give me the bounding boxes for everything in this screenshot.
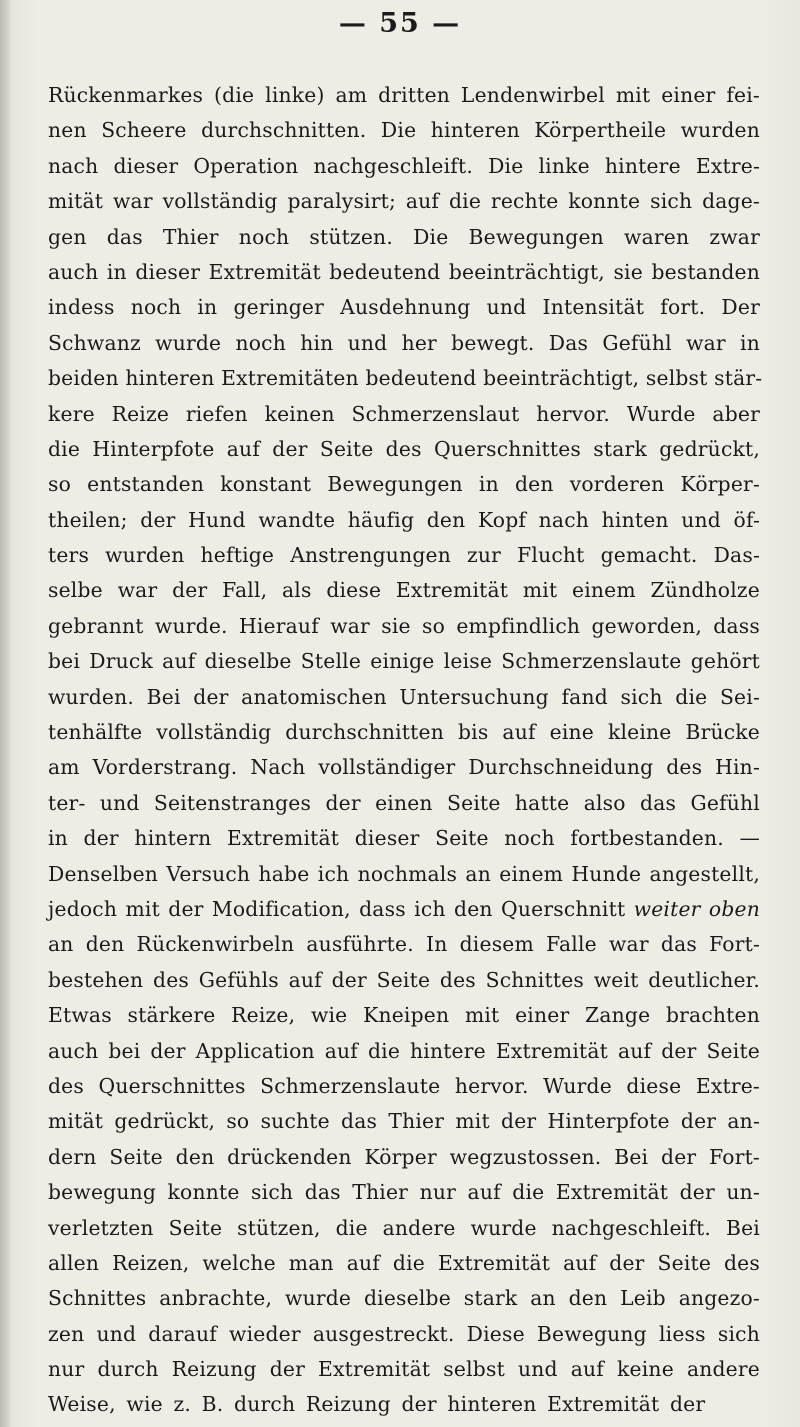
text-line: ter- und Seitenstranges der einen Seite hatte also das Gefühl xyxy=(48,790,760,815)
text-line: am Vorderstrang. Nach vollständiger Durchschneidung des Hin- xyxy=(48,755,760,780)
text-line: ters wurden heftige Anstrengungen zur Flucht gemacht. Das- xyxy=(48,543,760,568)
text-line: bewegung konnte sich das Thier nur auf die Extremität der un- xyxy=(48,1180,760,1205)
body-text xyxy=(48,78,763,1423)
text-line: tenhälfte vollständig durchschnitten bis auf eine kleine Brücke xyxy=(48,720,760,745)
text-line: in der hintern Extremität dieser Seite noch fortbestanden. — xyxy=(48,826,760,851)
text-line: zen und darauf wieder ausgestreckt. Diese Bewegung liess sich xyxy=(48,1321,760,1346)
emphasis-text: weiter oben xyxy=(633,896,760,921)
text-line: mität war vollständig paralysirt; auf die rechte konnte sich dage- xyxy=(48,189,760,214)
text-line: selbe war der Fall, als diese Extremität mit einem Zündholze xyxy=(48,578,760,603)
text-line: auch in dieser Extremität bedeutend beeinträchtigt, sie bestanden xyxy=(48,259,760,284)
text-line: nen Scheere durchschnitten. Die hinteren Körpertheile wurden xyxy=(48,118,760,143)
text-line: verletzten Seite stützen, die andere wurde nachgeschleift. Bei xyxy=(48,1215,760,1240)
text-line: theilen; der Hund wandte häufig den Kopf nach hinten und öf- xyxy=(48,507,760,532)
text-line: allen Reizen, welche man auf die Extremität auf der Seite des xyxy=(48,1250,760,1275)
text-line: gebrannt wurde. Hierauf war sie so empfindlich geworden, dass xyxy=(48,613,760,638)
text-segment: jedoch mit der Modification, dass ich den Querschnitt xyxy=(48,896,626,921)
text-line: Rückenmarkes (die linke) am dritten Lendenwirbel mit einer fei- xyxy=(48,83,760,107)
text-line: bestehen des Gefühls auf der Seite des Schnittes weit deutlicher. xyxy=(48,967,760,992)
text-line: dern Seite den drückenden Körper wegzustossen. Bei der Fort- xyxy=(48,1144,760,1169)
binding-gutter xyxy=(0,0,10,1427)
text-line: nur durch Reizung der Extremität selbst und auf keine andere xyxy=(48,1357,760,1382)
text-line: Weise, wie z. B. durch Reizung der hinteren Extremität der xyxy=(48,1392,706,1417)
text-line-with-emphasis xyxy=(48,892,760,927)
text-line: auch bei der Application auf die hintere Extremität auf der Seite xyxy=(48,1038,760,1063)
text-line: des Querschnittes Schmerzenslaute hervor. Wurde diese Extre- xyxy=(48,1073,760,1098)
text-line: Etwas stärkere Reize, wie Kneipen mit einer Zange brachten xyxy=(48,1003,760,1028)
text-line: Denselben Versuch habe ich nochmals an einem Hunde angestellt, xyxy=(48,861,760,886)
text-line: kere Reize riefen keinen Schmerzenslaut hervor. Wurde aber xyxy=(48,401,760,426)
text-line: beiden hinteren Extremitäten bedeutend beeinträchtigt, selbst stär- xyxy=(48,366,763,391)
text-line: mität gedrückt, so suchte das Thier mit der Hinterpfote der an- xyxy=(48,1109,760,1134)
text-line: indess noch in geringer Ausdehnung und Intensität fort. Der xyxy=(48,295,760,320)
text-line: wurden. Bei der anatomischen Untersuchung fand sich die Sei- xyxy=(48,684,760,709)
text-line: nach dieser Operation nachgeschleift. Die linke hintere Extre- xyxy=(48,153,760,178)
text-line: gen das Thier noch stützen. Die Bewegungen waren zwar xyxy=(48,224,760,249)
text-line: Schnittes anbrachte, wurde dieselbe stark an den Leib angezo- xyxy=(48,1286,760,1311)
text-line: die Hinterpfote auf der Seite des Querschnittes stark gedrückt, xyxy=(48,436,760,461)
text-line: Schwanz wurde noch hin und her bewegt. Das Gefühl war in xyxy=(48,330,760,355)
text-line: an den Rückenwirbeln ausführte. In diesem Falle war das Fort- xyxy=(48,932,760,957)
page-number-header: — 55 — xyxy=(338,8,462,39)
text-line: bei Druck auf dieselbe Stelle einige leise Schmerzenslaute gehört xyxy=(48,649,760,674)
text-line: so entstanden konstant Bewegungen in den vorderen Körper- xyxy=(48,472,760,497)
